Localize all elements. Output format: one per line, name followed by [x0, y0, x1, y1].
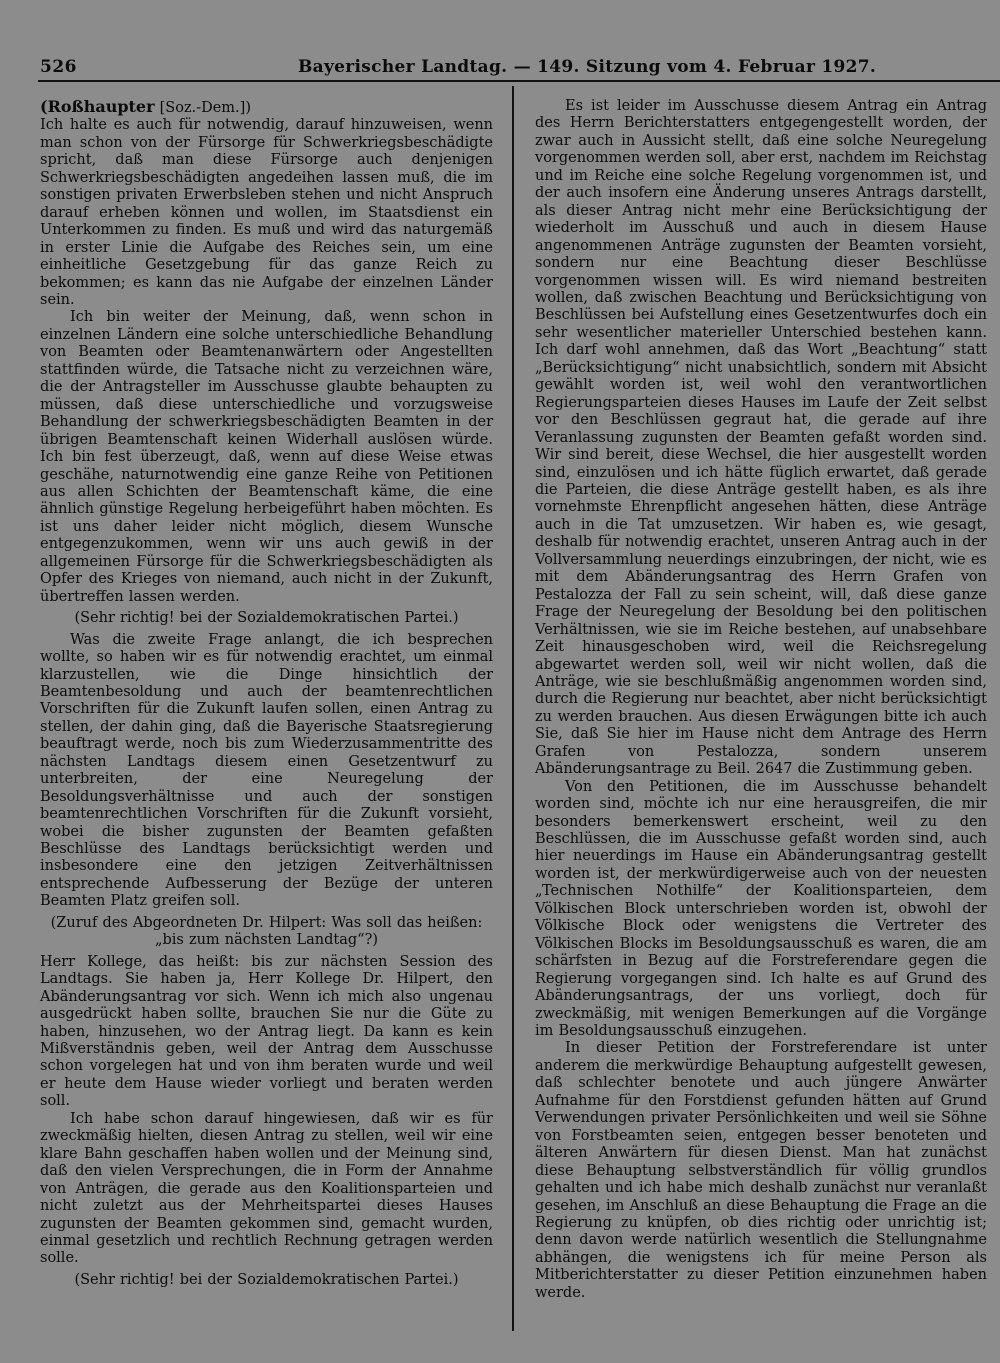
paragraph: Was die zweite Frage anlangt, die ich besprechen wollte, so haben wir es für notwendig erachtet, um einmal klarzustellen, wie die Dinge hinsichtlich der Beamtenbesoldung und auch der beamtenrechtlichen Vorschriften für die Zukunft laufen sollen, einen Antrag zu stellen, der dahin ging, daß die Bayerische Staatsregierung beauftragt werde, noch bis zum Wiederzusammentritte des nächsten Landtags diesem einen Gesetzentwurf zu unterbreiten, der eine Neuregelung der Besoldungsverhältnisse und auch der sonstigen beamtenrechtlichen Vorschriften für die Zukunft vorsieht, wobei die bisher zugunsten der Beamten gefaßten Beschlüsse des Landtags berücksichtigt werden und insbesondere eine den jetzigen Zeitverhältnissen entsprechende Aufbesserung der Bezüge der unteren Beamten Platz greifen soll. — [40, 631, 493, 910]
header-rule — [38, 80, 1000, 82]
speaker-line — [40, 98, 493, 117]
interjection: (Sehr richtig! bei der Sozialdemokratischen Partei.) — [74, 1271, 459, 1288]
paragraph: Ich bin weiter der Meinung, daß, wenn schon in einzelnen Ländern eine solche unterschiedliche Behandlung von Beamten oder Beamtenanwärtern oder Angestellten stattfinden würde, die Tatsache nicht zu verzeichnen wäre, die der Antragsteller im Ausschusse glaubte behaupten zu müssen, daß diese unterschiedliche und vorzugsweise Behandlung der schwerkriegsbeschädigten Beamten in der übrigen Beamtenschaft keinen Widerhall auslösen würde. Ich bin fest überzeugt, daß, wenn auf diese Weise etwas geschähe, naturnotwendig eine ganze Reihe von Petitionen aus allen Schichten der Beamtenschaft käme, die eine ähnlich günstige Regelung herbeigeführt haben möchten. Es ist uns daher leider nicht möglich, diesem Wunsche entgegenzukommen, wenn wir uns auch gewiß in der allgemeinen Fürsorge für die Schwerkriegsbeschädigten als Opfer des Krieges von niemand, auch nicht in der Zukunft, übertreffen lassen werden. — [40, 309, 493, 605]
paragraph: Es ist leider im Ausschusse diesem Antrag ein Antrag des Herrn Berichterstatters entgegengestellt worden, der zwar auch in Aussicht stellt, daß eine solche Neuregelung vorgenommen werden soll, aber erst, nachdem im Reichstag und im Reiche eine solche Regelung vorgenommen ist, und der auch insofern eine Änderung unseres Antrags darstellt, als dieser Antrag nicht mehr eine Berücksichtigung der wiederholt im Ausschuß und auch in diesem Hause angenommenen Anträge zugunsten der Beamten vorsieht, sondern nur eine Beachtung dieser Beschlüsse vorgenommen wissen will. Es wird niemand bestreiten wollen, daß zwischen Beachtung und Berücksichtigung von Beschlüssen bei Aufstellung eines Gesetzentwurfes doch ein sehr wesentlicher materieller Unterschied bestehen kann. Ich darf wohl annehmen, daß das Wort „Beachtung“ statt „Berücksichtigung“ nicht unabsichtlich, sondern mit Absicht gewählt worden ist, weil wohl den verantwortlichen Regierungsparteien dieses Hauses im Laufe der Zeit selbst vor den Beschlüssen gegraut hat, die gerade auf ihre Veranlassung zugunsten der Beamten gefaßt worden sind. Wir sind bereit, diese Wechsel, die hier ausgestellt worden sind, einzulösen und ich hätte füglich erwartet, daß gerade die Parteien, die diese Anträge gestellt haben, es als ihre vornehmste Ehrenpflicht angesehen hätten, diese Anträge auch in die Tat umzusetzen. Wir haben es, wie gesagt, deshalb für notwendig erachtet, unseren Antrag auch in der Vollversammlung neuerdings einzubringen, der nicht, wie es mit dem Abänderungsantrag des Herrn Grafen von Pestalozza der Fall zu sein scheint, will, daß diese ganze Frage der Neuregelung der Besoldung bei den politischen Verhältnissen, wie sie im Reiche bestehen, auf unabsehbare Zeit hinausgeschoben wird, weil die Reichsregelung abgewartet werden soll, weil wir nicht wollen, daß die Anträge, wie sie beschlußmäßig angenommen worden sind, durch die Regierung nur beachtet, aber nicht berücksichtigt zu werden brauchen. Aus diesen Erwägungen bitte ich auch Sie, daß Sie hier im Hause nicht dem Antrage des Herrn Grafen von Pestalozza, sondern unserem Abänderungsantrage zu Beil. 2647 die Zustimmung geben. — [535, 98, 987, 778]
column-separator — [512, 86, 514, 1331]
interjection: (Zuruf des Abgeordneten Dr. Hilpert: Was soll das heißen: „bis zum nächsten Landtag“?) — [50, 914, 483, 949]
paragraph: Ich halte es auch für notwendig, darauf hinzuweisen, wenn man schon von der Fürsorge für Schwerkriegsbeschädigte spricht, daß man diese Fürsorge auch denjenigen Schwerkriegsbeschädigten angedeihen lassen muß, die im sonstigen privaten Erwerbsleben stehen und nicht Anspruch darauf erheben können und wollen, im Staatsdienst ein Unterkommen zu finden. Es muß und wird das naturgemäß in erster Linie die Aufgabe des Reiches sein, um eine einheitliche Gesetzgebung für das ganze Reich zu bekommen; es kann das nie Aufgabe der einzelnen Länder sein. — [40, 117, 493, 308]
page-number: 526 — [40, 57, 77, 77]
left-column — [40, 98, 493, 1293]
paragraph: Ich habe schon darauf hingewiesen, daß wir es für zweckmäßig hielten, diesen Antrag zu stellen, weil wir eine klare Bahn geschaffen haben wollen und der Meinung sind, daß den vielen Versprechungen, die in Form der Annahme von Anträgen, die gerade aus den Koalitionsparteien und nicht zuletzt aus der Mehrheitspartei dieses Hauses zugunsten der Beamten gekommen sind, gemacht wurden, einmal gesetzlich und rechtlich Rechnung getragen werden solle. — [40, 1110, 493, 1267]
right-column — [535, 98, 987, 1302]
running-head: Bayerischer Landtag. — 149. Sitzung vom 4. Februar 1927. — [298, 57, 877, 77]
speaker-party: [Soz.-Dem.]) — [154, 100, 251, 116]
interjection: (Sehr richtig! bei der Sozialdemokratischen Partei.) — [74, 610, 459, 627]
speaker-name: (Roßhaupter — [40, 97, 155, 116]
paragraph: In dieser Petition der Forstreferendare ist unter anderem die merkwürdige Behauptung aufgestellt gewesen, daß schlechter benotete und auch jüngere Anwärter Aufnahme für den Forstdienst gefunden hätten auf Grund Verwendungen privater Persönlichkeiten und weil sie Söhne von Forstbeamten seien, entgegen besser benoteten und älteren Anwärtern für diesen Dienst. Man hat zunächst diese Behauptung selbstverständlich für völlig grundlos gehalten und ich habe mich deshalb zunächst nur veranlaßt gesehen, im Anschluß an diese Behauptung die Frage an die Regierung zu knüpfen, ob dies richtig oder unrichtig ist; denn davon werde natürlich wesentlich die Stellungnahme abhängen, die wenigstens ich für meine Person als Mitberichterstatter zu dieser Petition einzunehmen haben werde. — [535, 1040, 987, 1301]
paragraph: Herr Kollege, das heißt: bis zur nächsten Session des Landtags. Sie haben ja, Herr Kollege Dr. Hilpert, den Abänderungsantrag vor sich. Wenn ich mich also ungenau ausgedrückt haben sollte, brauchen Sie nur die Güte zu haben, hinzusehen, wo der Antrag liegt. Da kann es kein Mißverständnis geben, weil der Antrag dem Ausschusse schon vorgelegen hat und von ihm beraten wurde und weil er heute dem Hause wieder vorliegt und beraten werden soll. — [40, 953, 493, 1110]
page-header — [40, 55, 995, 83]
paragraph: Von den Petitionen, die im Ausschusse behandelt worden sind, möchte ich nur eine herausgreifen, die mir besonders bemerkenswert erscheint, weil zu den Beschlüssen, die im Ausschusse gefaßt worden sind, auch hier neuerdings im Hause ein Abänderungsantrag gestellt worden ist, der merkwürdigerweise auch von der neuesten „Technischen Nothilfe“ der Koalitionsparteien, dem Völkischen Block unterschrieben worden ist, obwohl der Völkische Block oder wenigstens die Vertreter des Völkischen Blocks im Besoldungsausschuß es waren, die am schärfsten in Bezug auf die Forstreferendare gegen die Regierung vorgegangen sind. Ich halte es auf Grund des Abänderungsantrags, der uns vorliegt, doch für zweckmäßig, mit wenigen Bemerkungen auf die Vorgänge im Besoldungsausschuß einzugehen. — [535, 778, 987, 1040]
